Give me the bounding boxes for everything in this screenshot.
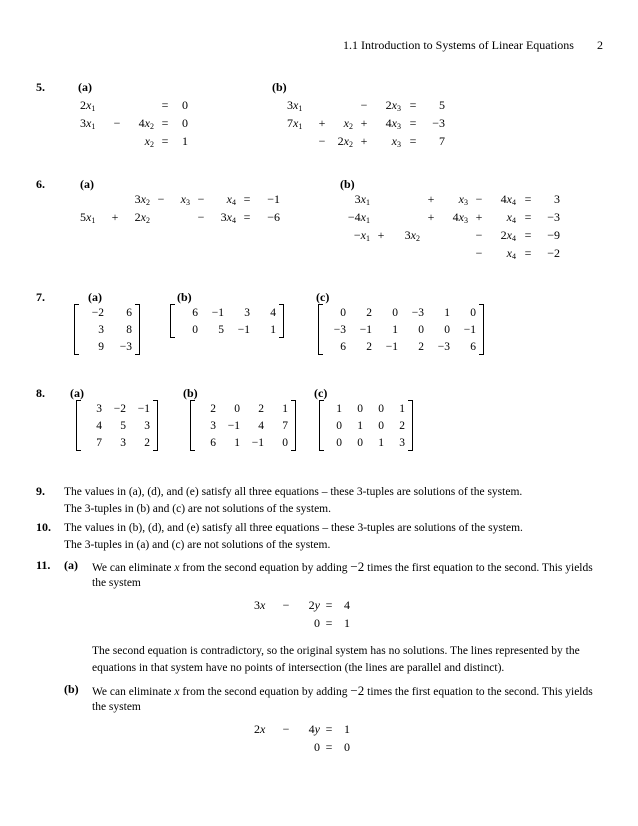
equation-term: −9 — [547, 227, 560, 242]
matrix-entry: 0 — [418, 323, 424, 336]
right-bracket — [408, 400, 413, 451]
equation-term: $2x_1$ — [80, 97, 96, 113]
equation-row — [287, 96, 445, 114]
problem-6a-system — [80, 190, 280, 226]
equation-term: − — [197, 191, 205, 206]
matrix-row — [175, 321, 279, 338]
equation-term — [442, 244, 468, 262]
matrix-entry: 3 — [399, 436, 405, 449]
matrix-entry: 4 — [270, 306, 276, 319]
equation-term: $x_2$ — [343, 115, 353, 131]
matrix-entry: 2 — [144, 436, 150, 449]
equation-term — [442, 226, 468, 244]
equation-term: $3x_4$ — [220, 209, 236, 225]
problem-11a-label: (a) — [64, 558, 78, 572]
matrix-entry: −3 — [333, 323, 346, 336]
equation-term: = — [409, 133, 417, 148]
problem-10-number: 10. — [36, 520, 51, 534]
equation-term: = — [161, 133, 169, 148]
equation-row — [287, 114, 445, 132]
equation-row — [254, 738, 356, 756]
equation-term — [370, 244, 392, 262]
equation-term: = — [524, 245, 532, 260]
matrix-entry: −1 — [211, 306, 224, 319]
matrix-entry: 1 — [392, 323, 398, 336]
matrix-entry: 4 — [258, 419, 264, 432]
equation-term: $-4x_1$ — [347, 209, 370, 225]
problem-9-number: 9. — [36, 484, 45, 498]
equation-term: − — [475, 227, 483, 242]
problem-11a-after-1: The second equation is contradictory, so the original system has no solutions. The lines represented by the — [92, 645, 580, 657]
matrix-7b — [170, 304, 284, 338]
problem-6b-label: (b) — [340, 177, 355, 191]
equation-row — [340, 226, 560, 244]
equation-term — [106, 132, 128, 150]
matrix-row — [79, 321, 135, 338]
problem-7c-label: (c) — [316, 290, 330, 304]
matrix-row — [324, 417, 408, 434]
problem-8b-label: (b) — [183, 386, 198, 400]
equation-row — [254, 596, 356, 614]
matrix-7c — [318, 304, 484, 355]
equation-term: $4x_2$ — [138, 115, 154, 131]
matrix-entry: 0 — [336, 419, 342, 432]
problem-8c-label: (c) — [314, 386, 328, 400]
equation-term: = — [524, 209, 532, 224]
matrix-entry: 1 — [234, 436, 240, 449]
equation-term: + — [318, 115, 326, 130]
right-bracket — [479, 304, 484, 355]
matrix-row — [323, 304, 479, 321]
equation-term — [392, 190, 420, 208]
equation-row — [340, 244, 560, 262]
equation-term — [340, 244, 370, 262]
problem-6a-label: (a) — [80, 177, 94, 191]
equation-term: 2y — [308, 597, 320, 612]
equation-term: 0 — [344, 739, 350, 754]
problem-6-number: 6. — [36, 177, 45, 191]
matrix-entry: 0 — [234, 402, 240, 415]
equation-term: 3 — [554, 191, 560, 206]
equation-term: $3x_2$ — [134, 191, 150, 207]
problem-5a-system — [80, 96, 194, 150]
matrix-entry: 1 — [270, 323, 276, 336]
equation-term: $2x_4$ — [500, 227, 516, 243]
problem-8a-label: (a) — [70, 386, 84, 400]
equation-term: 0 — [314, 615, 320, 630]
equation-term — [392, 208, 420, 226]
problem-9-line-2: The 3-tuples in (b) and (c) are not solutions of the system. — [64, 503, 331, 515]
equation-term: 1 — [182, 133, 188, 148]
matrix-row — [195, 434, 291, 451]
matrix-entry: 1 — [357, 419, 363, 432]
equation-term: − — [157, 191, 165, 206]
problem-7-number: 7. — [36, 290, 45, 304]
equation-term — [333, 96, 353, 114]
equation-term: $x_4$ — [506, 209, 516, 225]
equation-term — [106, 96, 128, 114]
equation-term: $x_3$ — [180, 191, 190, 207]
equation-term: = — [409, 115, 417, 130]
equation-term: = — [524, 227, 532, 242]
equation-row — [80, 114, 194, 132]
equation-term: 0 — [314, 739, 320, 754]
equation-term: $5x_1$ — [80, 209, 96, 225]
matrix-entry: 6 — [340, 340, 346, 353]
matrix-row — [195, 400, 291, 417]
equation-term: = — [325, 739, 333, 754]
matrix-entry: 6 — [192, 306, 198, 319]
matrix-entry: 0 — [378, 402, 384, 415]
equation-term: $2x_2$ — [134, 209, 150, 225]
equation-term: − — [360, 97, 368, 112]
matrix-8c — [319, 400, 413, 451]
equation-row — [340, 208, 560, 226]
equation-term: + — [360, 115, 368, 130]
matrix-row — [323, 321, 479, 338]
equation-row — [80, 132, 194, 150]
equation-row — [80, 208, 280, 226]
equation-row — [254, 720, 356, 738]
equation-term: − — [475, 191, 483, 206]
equation-term: 1 — [344, 721, 350, 736]
equation-term — [370, 190, 392, 208]
equation-term: = — [325, 721, 333, 736]
matrix-entry: −1 — [463, 323, 476, 336]
equation-term: − — [318, 133, 326, 148]
equation-term — [254, 738, 274, 756]
equation-term: $4x_3$ — [385, 115, 401, 131]
equation-term: + — [111, 209, 119, 224]
matrix-entry: 3 — [98, 323, 104, 336]
problem-8-number: 8. — [36, 386, 45, 400]
equation-term: 4 — [344, 597, 350, 612]
matrix-entry: 0 — [378, 419, 384, 432]
matrix-entries — [195, 400, 291, 451]
matrix-entry: −1 — [137, 402, 150, 415]
equation-term: = — [161, 97, 169, 112]
equation-term: $7x_1$ — [287, 115, 303, 131]
equation-term — [80, 190, 104, 208]
matrix-entry: −1 — [385, 340, 398, 353]
equation-term — [254, 614, 274, 632]
problem-11b-label: (b) — [64, 682, 79, 696]
matrix-entry: 8 — [126, 323, 132, 336]
problem-11a-after-2: equations in that system have no points of intersection (the lines are parallel and distinct). — [92, 662, 505, 674]
equation-term: − — [282, 597, 290, 612]
right-bracket — [279, 304, 284, 338]
matrix-row — [81, 400, 153, 417]
problem-11b-intro: We can eliminate x from the second equation by adding −2 times the first equation to the second. This yields — [92, 683, 593, 698]
matrix-entry: 2 — [258, 402, 264, 415]
matrix-entry: 2 — [399, 419, 405, 432]
matrix-entry: −3 — [437, 340, 450, 353]
matrix-entry: −3 — [411, 306, 424, 319]
matrix-8b — [190, 400, 296, 451]
problem-7b-label: (b) — [177, 290, 192, 304]
equation-term: 5 — [439, 97, 445, 112]
matrix-entry: 0 — [340, 306, 346, 319]
equation-term: −2 — [547, 245, 560, 260]
equation-term: $x_4$ — [506, 245, 516, 261]
equation-term: $4x_3$ — [452, 209, 468, 225]
equation-term: = — [524, 191, 532, 206]
matrix-entry: 3 — [144, 419, 150, 432]
equation-term: + — [427, 209, 435, 224]
running-header-title: 1.1 Introduction to Systems of Linear Equations — [343, 38, 574, 52]
matrix-entry: 0 — [336, 436, 342, 449]
problem-5a-label: (a) — [78, 80, 92, 94]
equation-row — [340, 190, 560, 208]
matrix-entry: 9 — [98, 340, 104, 353]
equation-term: 4y — [308, 721, 320, 736]
equation-term: = — [409, 97, 417, 112]
equation-term: −1 — [267, 191, 280, 206]
matrix-row — [81, 417, 153, 434]
page-number: 2 — [597, 38, 603, 52]
matrix-entry: 0 — [192, 323, 198, 336]
right-bracket — [291, 400, 296, 451]
matrix-8a — [76, 400, 158, 451]
matrix-entry: 0 — [357, 402, 363, 415]
problem-9-line-1: The values in (a), (d), and (e) satisfy all three equations – these 3-tuples are solutions of the system. — [64, 486, 523, 498]
equation-row — [254, 614, 356, 632]
matrix-entries — [175, 304, 279, 338]
equation-term: = — [161, 115, 169, 130]
equation-term — [150, 208, 172, 226]
matrix-entries — [81, 400, 153, 451]
matrix-entry: 2 — [418, 340, 424, 353]
equation-term: − — [282, 721, 290, 736]
matrix-entry: 5 — [218, 323, 224, 336]
equation-row — [287, 132, 445, 150]
problem-11a-system — [254, 596, 356, 632]
equation-term: $x_3$ — [458, 191, 468, 207]
equation-term: 1 — [344, 615, 350, 630]
matrix-entry: 2 — [366, 340, 372, 353]
problem-10-line-1: The values in (b), (d), and (e) satisfy all three equations – these 3-tuples are solutions of the system. — [64, 522, 523, 534]
matrix-entry: 0 — [282, 436, 288, 449]
equation-term: 3x — [254, 597, 266, 612]
equation-term — [420, 244, 442, 262]
equation-term — [128, 96, 154, 114]
matrix-entry: −2 — [113, 402, 126, 415]
equation-term — [311, 96, 333, 114]
problem-5-number: 5. — [36, 80, 45, 94]
matrix-entry: 1 — [336, 402, 342, 415]
matrix-row — [324, 400, 408, 417]
equation-term: $4x_4$ — [500, 191, 516, 207]
equation-term: −3 — [432, 115, 445, 130]
problem-7a-label: (a) — [88, 290, 102, 304]
equation-term — [172, 208, 190, 226]
matrix-entry: 0 — [357, 436, 363, 449]
matrix-entries — [79, 304, 135, 355]
equation-term: $x_4$ — [226, 191, 236, 207]
equation-term — [420, 226, 442, 244]
equation-term: $2x_3$ — [385, 97, 401, 113]
matrix-entry: 6 — [470, 340, 476, 353]
matrix-entry: 1 — [282, 402, 288, 415]
matrix-entry: 3 — [120, 436, 126, 449]
matrix-entry: 2 — [210, 402, 216, 415]
equation-row — [80, 190, 280, 208]
equation-term: = — [325, 615, 333, 630]
equation-term: $3x_2$ — [404, 227, 420, 243]
matrix-entry: −1 — [237, 323, 250, 336]
matrix-entry: 7 — [282, 419, 288, 432]
problem-11b-intro-2: the system — [92, 701, 141, 713]
matrix-entry: 7 — [96, 436, 102, 449]
matrix-entry: 3 — [210, 419, 216, 432]
matrix-row — [323, 338, 479, 355]
equation-term: = — [243, 191, 251, 206]
matrix-row — [195, 417, 291, 434]
equation-term: 7 — [439, 133, 445, 148]
matrix-entry: 2 — [366, 306, 372, 319]
equation-term: 0 — [182, 97, 188, 112]
matrix-entry: −2 — [91, 306, 104, 319]
matrix-entry: 1 — [378, 436, 384, 449]
equation-term: = — [243, 209, 251, 224]
right-bracket — [135, 304, 140, 355]
matrix-entry: 5 — [120, 419, 126, 432]
equation-term: + — [377, 227, 385, 242]
matrix-entry: −1 — [251, 436, 264, 449]
matrix-entry: 0 — [470, 306, 476, 319]
matrix-entry: 1 — [444, 306, 450, 319]
problem-5b-label: (b) — [272, 80, 287, 94]
equation-term — [392, 244, 420, 262]
equation-term: −3 — [547, 209, 560, 224]
matrix-entry: −1 — [227, 419, 240, 432]
equation-term: + — [427, 191, 435, 206]
matrix-row — [79, 304, 135, 321]
matrix-entry: 3 — [244, 306, 250, 319]
equation-term — [370, 208, 392, 226]
equation-term: $x_2$ — [144, 133, 154, 149]
matrix-entries — [323, 304, 479, 355]
matrix-entry: 6 — [210, 436, 216, 449]
matrix-row — [175, 304, 279, 321]
equation-term: 2x — [254, 721, 266, 736]
problem-11b-system — [254, 720, 356, 756]
matrix-row — [81, 434, 153, 451]
equation-term: + — [475, 209, 483, 224]
matrix-7a — [74, 304, 140, 355]
equation-term: = — [325, 597, 333, 612]
matrix-entry: −3 — [119, 340, 132, 353]
equation-term: $-x_1$ — [353, 227, 370, 243]
problem-11-number: 11. — [36, 558, 51, 572]
equation-term: 0 — [182, 115, 188, 130]
matrix-entry: 0 — [444, 323, 450, 336]
problem-6b-system — [340, 190, 560, 262]
equation-term: − — [197, 209, 205, 224]
equation-term: − — [475, 245, 483, 260]
matrix-entry: 0 — [392, 306, 398, 319]
equation-term: $3x_1$ — [354, 191, 370, 207]
equation-term: −6 — [267, 209, 280, 224]
problem-5b-system — [287, 96, 445, 150]
equation-term — [274, 614, 298, 632]
matrix-entry: 4 — [96, 419, 102, 432]
matrix-entry: 6 — [126, 306, 132, 319]
equation-term: + — [360, 133, 368, 148]
matrix-row — [324, 434, 408, 451]
equation-term — [274, 738, 298, 756]
right-bracket — [153, 400, 158, 451]
problem-10-line-2: The 3-tuples in (a) and (c) are not solutions of the system. — [64, 539, 331, 551]
matrix-entry: 3 — [96, 402, 102, 415]
equation-term: $3x_1$ — [80, 115, 96, 131]
equation-term: $2x_2$ — [337, 133, 353, 149]
matrix-entries — [324, 400, 408, 451]
equation-term: − — [113, 115, 121, 130]
equation-term — [287, 132, 311, 150]
equation-term — [80, 132, 106, 150]
matrix-entry: −1 — [359, 323, 372, 336]
problem-11a-intro: We can eliminate x from the second equation by adding −2 times the first equation to the second. This yields — [92, 559, 593, 574]
equation-term: $3x_1$ — [287, 97, 303, 113]
equation-term — [104, 190, 126, 208]
problem-11a-intro-2: the system — [92, 577, 141, 589]
matrix-row — [79, 338, 135, 355]
equation-row — [80, 96, 194, 114]
matrix-entry: 1 — [399, 402, 405, 415]
equation-term: $x_3$ — [391, 133, 401, 149]
